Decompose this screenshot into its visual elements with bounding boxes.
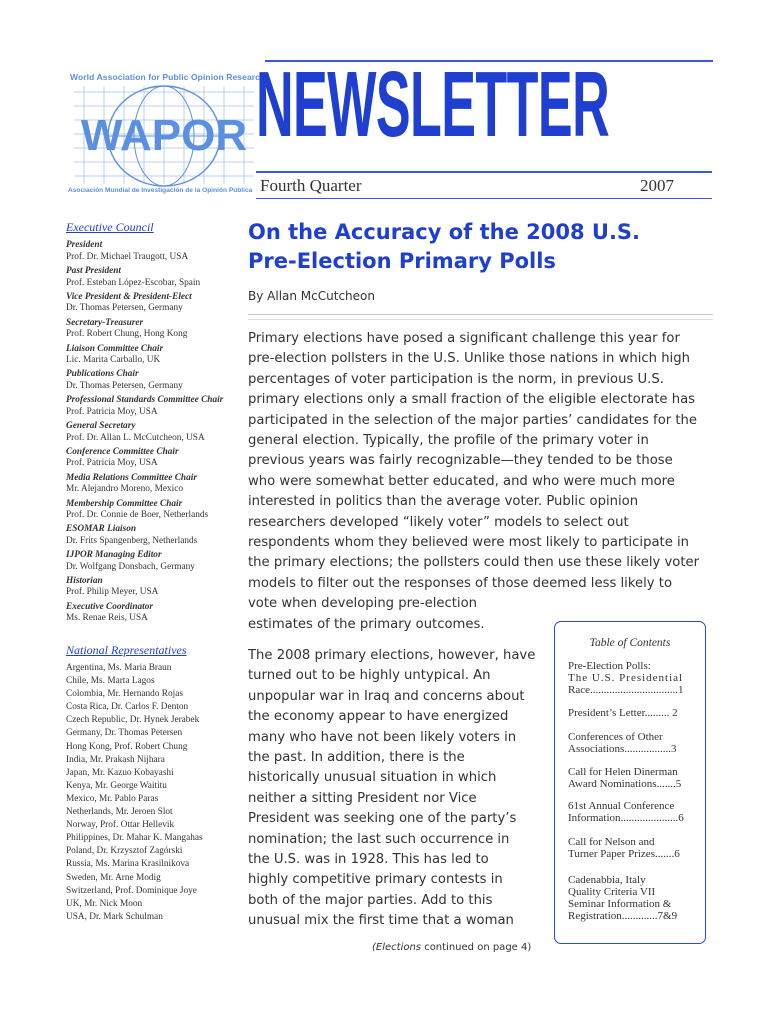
toc-entry-line: Conferences of Other [568,731,663,743]
paragraph-line: many who have not been likely voters in [248,729,517,745]
continued-note [372,942,531,953]
executive-council-heading: Executive Council [66,220,154,234]
national-representative: India, Mr. Prakash Nijhara [66,754,165,765]
paragraph-line: the economy appear to have energized [248,709,509,725]
toc-entry-line: Turner Paper Prizes.......6 [568,848,680,860]
council-member-name: Dr. Thomas Petersen, Germany [66,380,183,391]
council-role: IJPOR Managing Editor [66,550,162,561]
national-representative: Colombia, Mr. Hernando Rojas [66,689,183,700]
toc-entry[interactable] [568,766,698,790]
paragraph-line: the past. In addition, there is the [248,750,465,766]
paragraph-line: models to filter out the responses of those deemed less likely to [248,575,673,591]
toc-entry-line: Registration.............7&9 [568,910,678,922]
article-headline [248,218,718,276]
national-representative: Argentina, Ms. Maria Braun [66,663,172,673]
paragraph-line: vote when developing pre-election [248,596,478,612]
date-underline [256,198,712,199]
sidebar [66,222,246,924]
toc-entry-line: President’s Letter......... 2 [568,707,678,719]
byline-rule-secondary [248,319,713,320]
paragraph-line: researchers developed “likely voter” models to select out [248,514,629,530]
toc-entry-line: Seminar Information & [568,898,672,910]
council-member [66,576,246,599]
council-member-name: Prof. Robert Chung, Hong Kong [66,329,188,340]
council-role: Historian [66,575,103,586]
council-member [66,602,246,625]
national-representative: Germany, Dr. Thomas Petersen [66,728,183,739]
national-representative: Mexico, Mr. Pablo Paras [66,793,159,804]
council-role: Liaison Committee Chair [66,343,164,354]
title-underline [256,171,712,173]
council-role: Vice President & President-Elect [66,292,192,303]
council-member [66,421,246,444]
council-role: Professional Standards Committee Chair [66,395,224,406]
council-member-name: Dr. Thomas Petersen, Germany [66,303,183,314]
council-member-name: Lic. Marita Carballo, UK [66,355,161,366]
council-member [66,369,246,392]
table-of-contents-title: Table of Contents [589,637,671,649]
paragraph-line: respondents whom they believed were most likely to participate in [248,535,690,551]
toc-entry-line: Associations.................3 [568,743,677,755]
council-member [66,266,246,289]
paragraph-line: pre-election pollsters in the U.S. Unlike those nations in which high [248,351,690,367]
paragraph-line: the primary elections; the pollsters could then use these likely voter [248,555,700,571]
council-role: General Secretary [66,421,136,432]
article-byline: By Allan McCutcheon [248,289,375,303]
council-member [66,318,246,341]
council-member-name: Mr. Alejandro Moreno, Mexico [66,484,183,495]
toc-entry-line: Award Nominations.......5 [568,778,682,790]
paragraph-line: turned out to be highly untypical. An [248,668,491,684]
toc-entry-line: Information.....................6 [568,812,684,824]
national-representative: Costa Rica, Dr. Carlos F. Denton [66,702,189,713]
wapor-logo [64,72,264,200]
council-member [66,447,246,470]
logo-bottom-text: Asociación Mundial de Investigación de la Opinión Pública [68,187,253,194]
toc-entry-line: Call for Nelson and [568,836,655,848]
toc-entry[interactable] [568,800,698,824]
toc-entry-line: Cadenabbia, Italy [568,874,646,886]
toc-entry-line: Quality Criteria VII [568,886,656,898]
council-member [66,473,246,496]
paragraph-line: neither a sitting President nor Vice [248,790,477,806]
continued-note-rest: continued on page 4) [421,942,532,953]
council-role: Past President [66,266,122,277]
toc-entry[interactable] [568,874,698,922]
council-member-name: Prof. Dr. Connie de Boer, Netherlands [66,509,209,520]
council-role: President [66,240,103,251]
national-representative: Russia, Ms. Marina Krasilnikova [66,859,190,870]
paragraph-line: The 2008 primary elections, however, have [248,648,536,663]
issue-year: 2007 [640,176,674,195]
paragraph-line: estimates of the primary outcomes. [248,616,485,632]
national-representative: Netherlands, Mr. Jeroen Slot [66,807,173,818]
toc-entry-line: Call for Helen Dinerman [568,766,678,778]
council-role: Executive Coordinator [66,601,154,612]
national-representative: Chile, Ms. Marta Lagos [66,676,155,687]
paragraph-line: nomination; the last such occurrence in [248,831,510,847]
byline-rule [248,314,713,315]
national-representative: Japan, Mr. Kazuo Kobayashi [66,767,174,778]
national-representative: Sweden, Mr. Arne Modig [66,872,161,883]
paragraph-line: unusual mix the first time that a woman [248,913,514,929]
paragraph-line: the U.S. was in 1928. This has led to [248,852,489,868]
council-member [66,344,246,367]
toc-entry-line: Race................................1 [568,684,684,696]
council-member [66,550,246,573]
toc-entry[interactable] [568,731,698,755]
council-member [66,395,246,418]
council-member [66,292,246,315]
national-representative: Poland, Dr. Krzysztof Zagórski [66,846,183,857]
council-role: Publications Chair [66,369,139,380]
toc-entry[interactable] [568,836,698,860]
national-representative: UK, Mr. Nick Moon [66,898,143,909]
council-member-name: Prof. Esteban López-Escobar, Spain [66,277,201,288]
paragraph-line: general election. Typically, the profile of the primary voter in [248,433,649,449]
national-representative: Norway, Prof. Ottar Hellevik [66,820,175,831]
paragraph-line: participated in the selection of the major parties’ candidates for the [248,412,698,428]
council-member-name: Prof. Philip Meyer, USA [66,587,159,598]
council-member [66,240,246,263]
headline-line-1: On the Accuracy of the 2008 U.S. [248,220,641,244]
council-role: Membership Committee Chair [66,498,183,509]
council-role: Media Relations Committee Chair [66,472,197,483]
logo-top-text: World Association for Public Opinion Research [70,72,266,82]
paragraph-line: percentages of voter participation is the norm, in previous U.S. [248,371,664,387]
council-role: Conference Committee Chair [66,446,179,457]
national-representative: USA, Dr. Mark Schulman [66,911,163,922]
paragraph-line: historically unusual situation in which [248,770,497,786]
national-representative: Philippines, Dr. Mahar K. Mangahas [66,833,203,844]
paragraph-line: highly competitive primary contests in [248,872,503,888]
council-member-name: Dr. Frits Spangenberg, Netherlands [66,535,198,546]
council-member-name: Prof. Patricia Moy, USA [66,458,158,469]
paragraph-line: previous years was fairly recognizable—they tended to be those [248,453,673,469]
toc-entry[interactable] [568,660,698,696]
council-member-name: Prof. Dr. Allan L. McCutcheon, USA [66,432,205,443]
paragraph-line: primary elections only a small fraction of the eligible electorate has [248,392,696,408]
executive-council-list [66,240,246,624]
national-representatives-list [66,662,246,924]
council-member-name: Prof. Patricia Moy, USA [66,406,158,417]
council-role: ESOMAR Liaison [66,524,137,535]
council-member [66,499,246,522]
council-member [66,524,246,547]
headline-line-2: Pre-Election Primary Polls [248,249,556,273]
toc-entry-line: Pre-Election Polls: [568,660,651,672]
continued-note-italic: (Elections [372,942,422,953]
logo-wordmark: WAPOR [80,111,248,160]
toc-entry[interactable] [568,707,698,719]
article-paragraph-2 [248,646,548,932]
national-representative: Switzerland, Prof. Dominique Joye [66,885,197,896]
council-role: Secretary-Treasurer [66,317,144,328]
national-representative: Hong Kong, Prof. Robert Chung [66,741,188,752]
article-paragraph-1 [248,329,710,635]
national-representative: Kenya, Mr. George Waititu [66,780,167,791]
council-member-name: Ms. Renae Reis, USA [66,613,148,624]
newsletter-title: NEWSLETTER [256,52,610,156]
national-representative: Czech Republic, Dr. Hynek Jerabek [66,715,200,726]
toc-entry-line: 61st Annual Conference [568,800,675,812]
paragraph-line: unpopular war in Iraq and concerns about [248,688,525,704]
paragraph-line: both of the major parties. Add to this [248,892,493,908]
paragraph-line: President was seeking one of the party’s [248,811,517,827]
council-member-name: Dr. Wolfgang Donsbach, Germany [66,561,195,572]
paragraph-line: Primary elections have posed a significant challenge this year for [248,331,680,346]
issue-quarter: Fourth Quarter [260,176,362,195]
council-member-name: Prof. Dr. Michael Traugott, USA [66,251,189,262]
paragraph-line: who were somewhat better educated, and who were much more [248,473,675,489]
national-representatives-heading: National Representatives [66,642,187,657]
paragraph-line: interested in politics than the average voter. Public opinion [248,494,639,510]
toc-entry-line: The U.S. Presidential [568,672,684,684]
